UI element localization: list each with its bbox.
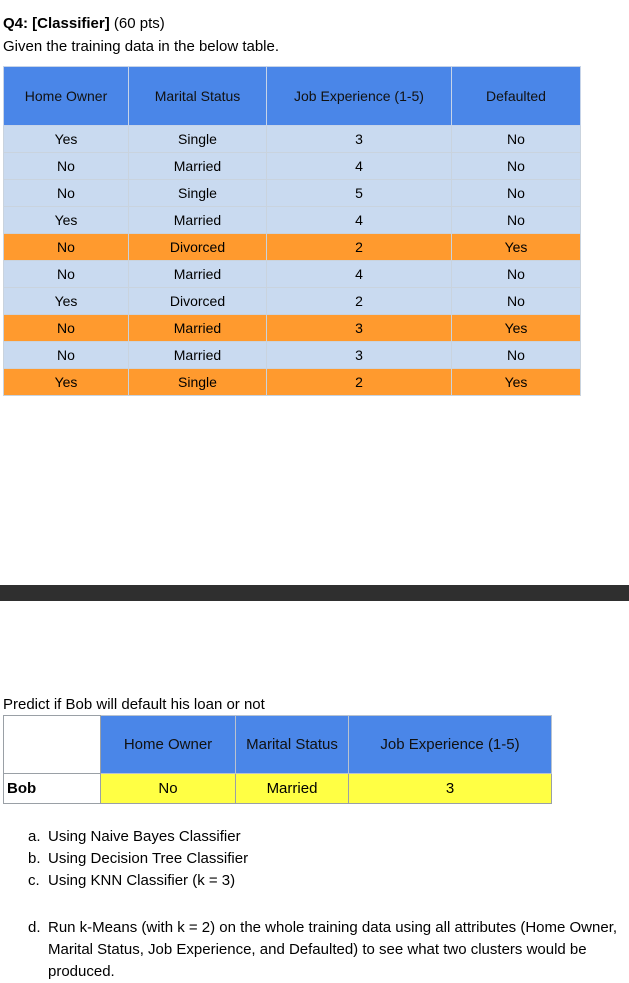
cell-job-experience: 2 [267, 234, 452, 261]
table-row [4, 180, 581, 207]
task-text: Using Decision Tree Classifier [48, 850, 249, 867]
cell-marital-status: Married [129, 153, 267, 180]
cell-job-experience: 2 [267, 288, 452, 315]
prediction-header-marital-status: Marital Status [236, 716, 349, 774]
cell-marital-status: Divorced [129, 234, 267, 261]
cell-defaulted: No [452, 288, 581, 315]
training-data-table [3, 66, 581, 396]
cell-job-experience: 4 [267, 261, 452, 288]
cell-home-owner: No [4, 234, 129, 261]
cell-home-owner: No [4, 315, 129, 342]
task-text: Using KNN Classifier (k = 3) [48, 872, 236, 889]
prediction-home-owner-cell: No [101, 774, 236, 804]
header-home-owner: Home Owner [4, 67, 129, 126]
prediction-header-job-experience: Job Experience (1-5) [349, 716, 552, 774]
cell-marital-status: Married [129, 315, 267, 342]
table-row [4, 288, 581, 315]
header-defaulted: Defaulted [452, 67, 581, 126]
prediction-row-bob [4, 774, 552, 804]
cell-defaulted: No [452, 207, 581, 234]
cell-defaulted: Yes [452, 369, 581, 396]
cell-job-experience: 2 [267, 369, 452, 396]
task-marker: c. [28, 872, 40, 889]
cell-job-experience: 3 [267, 342, 452, 369]
cell-defaulted: No [452, 261, 581, 288]
prediction-header-row [4, 716, 552, 774]
task-item-b [28, 848, 624, 870]
task-item-a [28, 826, 624, 848]
cell-home-owner: Yes [4, 207, 129, 234]
cell-marital-status: Married [129, 342, 267, 369]
prediction-table [3, 715, 552, 804]
table-row [4, 342, 581, 369]
table-row [4, 369, 581, 396]
table-row [4, 207, 581, 234]
cell-defaulted: Yes [452, 234, 581, 261]
cell-home-owner: No [4, 261, 129, 288]
cell-home-owner: No [4, 180, 129, 207]
table-row [4, 261, 581, 288]
cell-home-owner: Yes [4, 369, 129, 396]
table-row [4, 315, 581, 342]
cell-home-owner: No [4, 153, 129, 180]
prediction-header-blank [4, 716, 101, 774]
task-marker: a. [28, 828, 41, 845]
prediction-job-experience-cell: 3 [349, 774, 552, 804]
predict-prompt: Predict if Bob will default his loan or not [3, 696, 265, 713]
question-intro: Given the training data in the below table. [3, 38, 280, 55]
cell-marital-status: Single [129, 369, 267, 396]
prediction-marital-status-cell: Married [236, 774, 349, 804]
task-text: Run k-Means (with k = 2) on the whole training data using all attributes (Home Owner, Marital Status, Job Experience, and Defaulted) to see what two clusters would be produced. [48, 919, 618, 980]
cell-marital-status: Married [129, 207, 267, 234]
cell-defaulted: No [452, 153, 581, 180]
cell-job-experience: 3 [267, 315, 452, 342]
header-job-experience: Job Experience (1-5) [267, 67, 452, 126]
cell-marital-status: Single [129, 126, 267, 153]
task-list [28, 826, 624, 983]
question-label: Q4: [Classifier] [3, 15, 110, 32]
cell-job-experience: 3 [267, 126, 452, 153]
cell-defaulted: No [452, 342, 581, 369]
cell-marital-status: Married [129, 261, 267, 288]
prediction-header-home-owner: Home Owner [101, 716, 236, 774]
cell-defaulted: No [452, 180, 581, 207]
question-title [3, 15, 165, 33]
cell-home-owner: Yes [4, 288, 129, 315]
table-row [4, 234, 581, 261]
cell-defaulted: No [452, 126, 581, 153]
task-text: Using Naive Bayes Classifier [48, 828, 241, 845]
task-item-d [28, 917, 624, 983]
task-item-c [28, 870, 624, 892]
prediction-name-cell: Bob [4, 774, 101, 804]
cell-marital-status: Single [129, 180, 267, 207]
table-row [4, 126, 581, 153]
cell-marital-status: Divorced [129, 288, 267, 315]
task-marker: b. [28, 850, 41, 867]
cell-job-experience: 5 [267, 180, 452, 207]
cell-job-experience: 4 [267, 207, 452, 234]
question-points: (60 pts) [113, 15, 165, 32]
header-marital-status: Marital Status [129, 67, 267, 126]
cell-defaulted: Yes [452, 315, 581, 342]
table-row [4, 153, 581, 180]
cell-home-owner: No [4, 342, 129, 369]
cell-home-owner: Yes [4, 126, 129, 153]
training-table-body [4, 126, 581, 396]
task-marker: d. [28, 919, 41, 936]
section-divider [0, 585, 629, 601]
cell-job-experience: 4 [267, 153, 452, 180]
training-header-row [4, 67, 581, 126]
